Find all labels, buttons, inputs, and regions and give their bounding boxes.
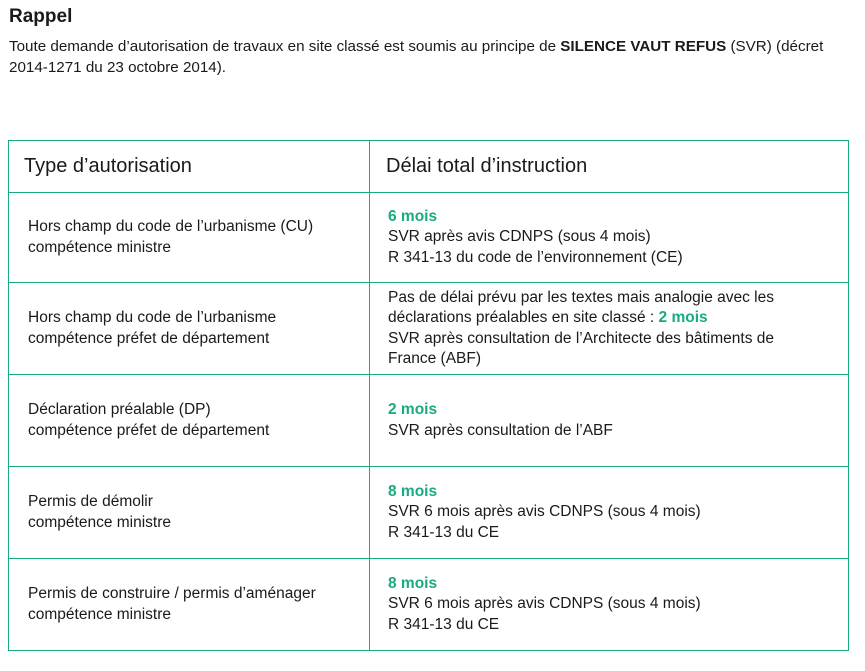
type-line: compétence ministre xyxy=(28,513,172,531)
table-header-row xyxy=(9,141,849,193)
intro-paragraph xyxy=(9,36,859,78)
delay-line: SVR 6 mois après avis CDNPS (sous 4 mois) xyxy=(388,595,701,613)
type-line: compétence ministre xyxy=(28,238,172,256)
intro-bold-phrase: SILENCE VAUT REFUS xyxy=(560,38,727,55)
delay-highlight: 8 mois xyxy=(388,574,438,592)
column-header-type: Type d’autorisation xyxy=(9,141,370,193)
type-cell xyxy=(9,193,370,283)
table-row xyxy=(9,559,849,651)
delay-highlight: 2 mois xyxy=(388,401,438,418)
type-line: Permis de construire / permis d’aménager xyxy=(28,585,316,602)
delay-line: R 341-13 du code de l’environnement (CE) xyxy=(388,248,683,266)
delay-line: SVR 6 mois après avis CDNPS (sous 4 mois) xyxy=(388,503,701,521)
delay-cell xyxy=(370,559,849,651)
delay-highlight: 6 mois xyxy=(388,207,438,225)
type-line: Permis de démolir xyxy=(28,493,153,510)
type-cell xyxy=(9,559,370,651)
authorization-table xyxy=(8,140,849,651)
type-cell xyxy=(9,375,370,467)
type-cell xyxy=(9,467,370,559)
section-heading: Rappel xyxy=(9,6,73,27)
delay-cell xyxy=(370,193,849,283)
type-line: Déclaration préalable (DP) xyxy=(28,401,211,418)
type-line: Hors champ du code de l’urbanisme xyxy=(28,309,277,326)
table-row xyxy=(9,467,849,559)
table-row xyxy=(9,193,849,283)
delay-line: SVR après avis CDNPS (sous 4 mois) xyxy=(388,228,651,246)
delay-highlight: 8 mois xyxy=(388,482,438,500)
type-line: compétence ministre xyxy=(28,605,172,623)
type-line: Hors champ du code de l’urbanisme (CU) xyxy=(28,218,314,235)
table-row xyxy=(9,375,849,467)
delay-cell xyxy=(370,375,849,467)
intro-text-before: Toute demande d’autorisation de travaux en site classé est soumis au principe de xyxy=(9,38,561,55)
delay-line: R 341-13 du CE xyxy=(388,615,500,633)
type-line: compétence préfet de département xyxy=(28,329,270,347)
delay-text: Pas de délai prévu par les textes mais analogie avec les déclarations préalables en site classé : xyxy=(388,288,774,326)
type-line: compétence préfet de département xyxy=(28,421,270,439)
delay-line: SVR après consultation de l’Architecte des bâtiments de France (ABF) xyxy=(388,329,774,367)
table-row xyxy=(9,283,849,375)
delay-cell xyxy=(370,467,849,559)
type-cell xyxy=(9,283,370,375)
delay-line: R 341-13 du CE xyxy=(388,523,500,541)
delay-highlight: 2 mois xyxy=(658,309,708,326)
column-header-delay: Délai total d’instruction xyxy=(370,141,849,193)
delay-cell xyxy=(370,283,849,375)
delay-line: SVR après consultation de l’ABF xyxy=(388,421,613,439)
intro-text-after: (SVR) (décret 2014-1271 du 23 octobre 2014). xyxy=(9,38,824,76)
